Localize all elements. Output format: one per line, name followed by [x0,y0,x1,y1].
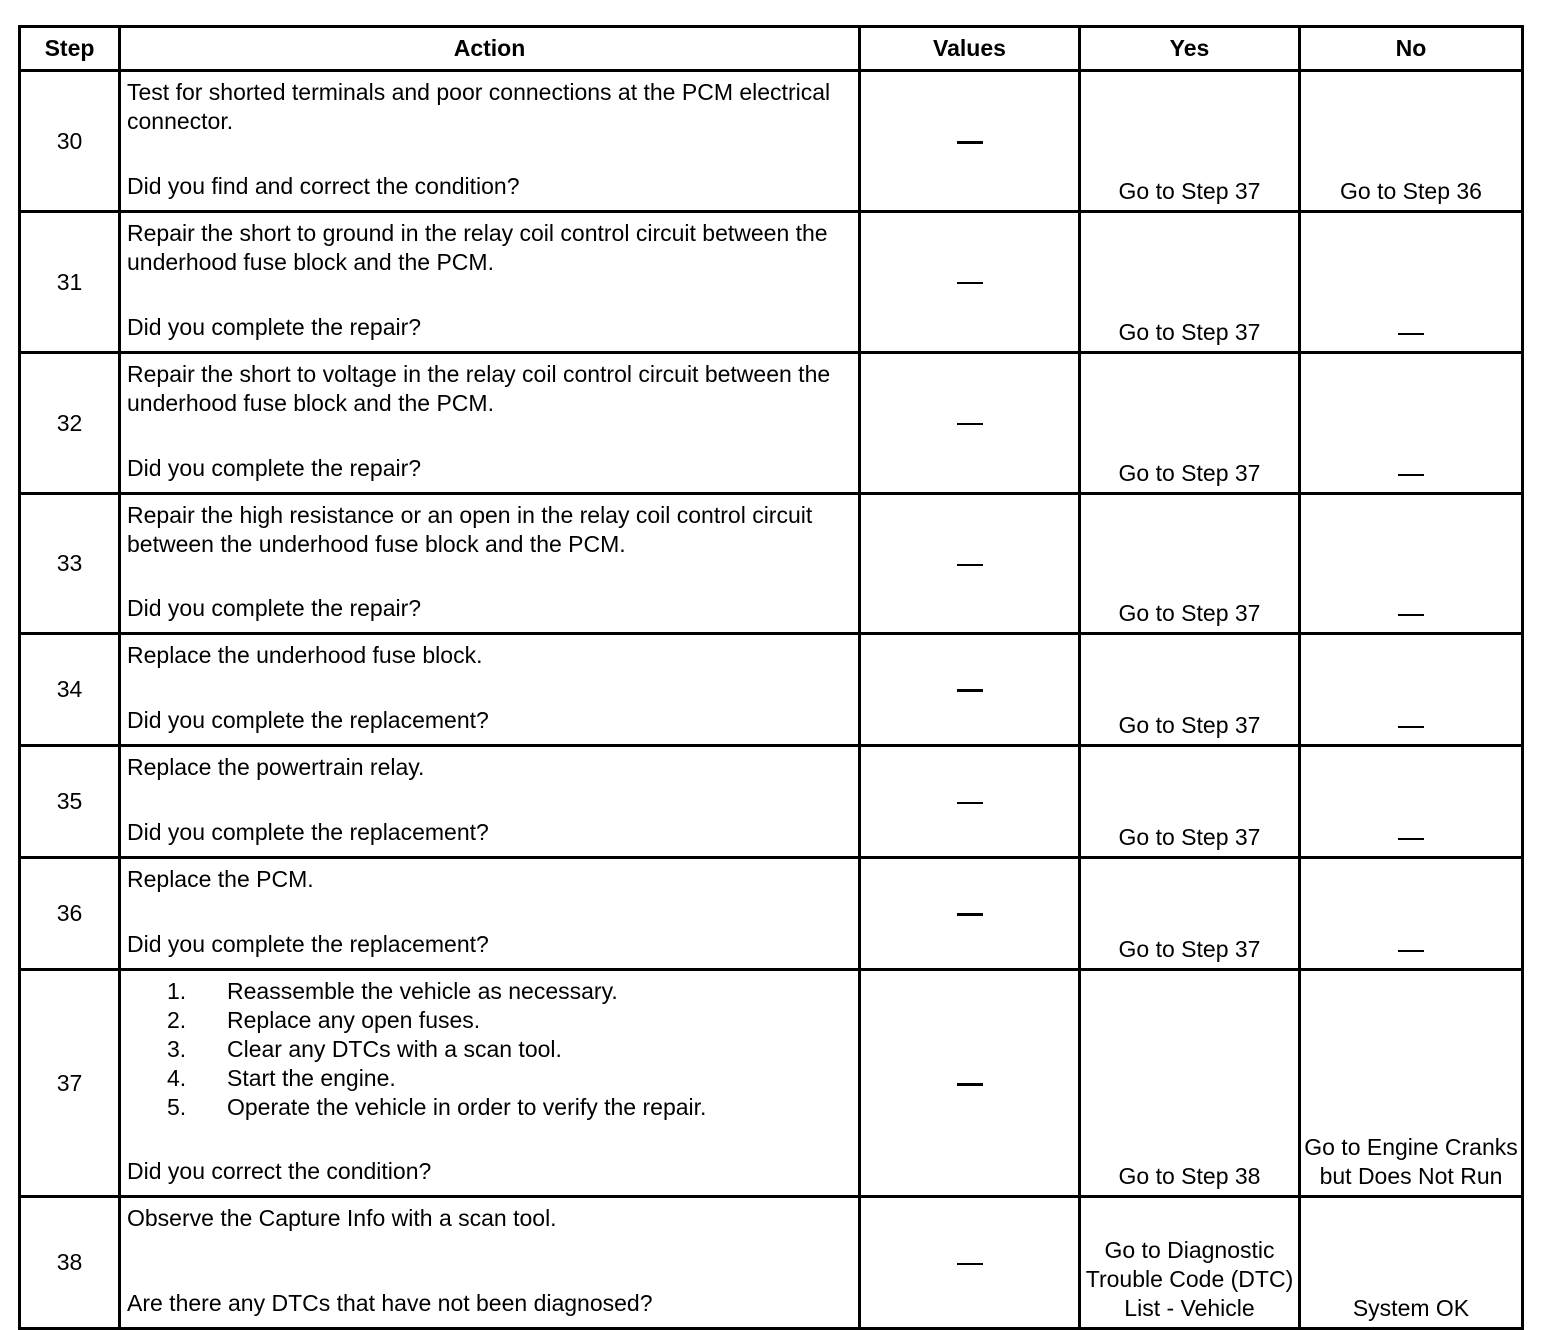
header-no: No [1300,27,1523,71]
diagnostic-table [18,25,1524,1330]
step-cell: 35 [20,746,120,858]
action-content [127,977,850,1186]
table-body [20,71,1523,1329]
yes-cell [1080,746,1300,858]
action-cell [120,746,860,858]
yes-cell [1080,970,1300,1197]
no-dash [1398,474,1424,476]
step-cell: 32 [20,353,120,494]
action-content [127,1204,850,1318]
action-question: Did you complete the replacement? [127,819,489,845]
action-question: Are there any DTCs that have not been diagnosed? [127,1290,653,1316]
action-question: Did you correct the condition? [127,1158,432,1184]
action-text: Replace the powertrain relay. [127,754,425,780]
list-item-text: Clear any DTCs with a scan tool. [227,1036,562,1062]
no-cell [1300,353,1523,494]
action-cell [120,71,860,212]
no-text: System OK [1352,1295,1470,1321]
action-text: Repair the short to ground in the relay coil control circuit between the underhood fuse block and the PCM. [127,220,828,275]
action-question: Did you complete the repair? [127,314,422,340]
table-row [20,746,1523,858]
yes-cell [1080,71,1300,212]
values-dash [957,423,983,425]
no-dash [1398,838,1424,840]
action-steps-list [167,977,850,1122]
table-row [20,212,1523,353]
list-item-text: Start the engine. [227,1065,396,1091]
values-dash [957,689,983,692]
action-content [127,501,850,623]
values-dash [957,802,983,804]
list-item-number: 2. [167,1007,187,1033]
action-content [127,219,850,342]
no-cell [1300,494,1523,634]
values-cell [860,71,1080,212]
action-text: Repair the high resistance or an open in the relay coil control circuit between the underhood fuse block and the PCM. [127,502,813,557]
list-item-text: Replace any open fuses. [227,1007,481,1033]
table-row [20,71,1523,212]
header-yes: Yes [1080,27,1300,71]
table-row [20,858,1523,970]
list-item-number: 1. [167,978,187,1004]
yes-cell [1080,494,1300,634]
values-dash [957,913,983,916]
yes-text: Go to Step 37 [1118,712,1261,738]
action-question: Did you complete the replacement? [127,707,489,733]
action-content [127,360,850,483]
action-text: Replace the PCM. [127,866,314,892]
yes-text: Go to Step 37 [1118,600,1261,626]
action-cell [120,634,860,746]
action-question: Did you complete the repair? [127,455,422,481]
step-cell: 34 [20,634,120,746]
list-item-number: 4. [167,1065,187,1091]
no-text: Go to Engine Cranks but Does Not Run [1304,1134,1518,1189]
yes-cell [1080,212,1300,353]
action-text: Test for shorted terminals and poor connections at the PCM electrical connector. [127,79,831,134]
no-cell [1300,634,1523,746]
list-item-text: Operate the vehicle in order to verify the repair. [227,1094,707,1120]
yes-text: Go to Step 37 [1118,460,1261,486]
header-action: Action [120,27,860,71]
values-cell [860,494,1080,634]
yes-text: Go to Step 37 [1118,824,1261,850]
no-cell [1300,970,1523,1197]
table-row [20,634,1523,746]
no-cell [1300,212,1523,353]
list-item [167,977,850,1006]
list-item [167,1064,850,1093]
no-cell [1300,858,1523,970]
values-cell [860,353,1080,494]
table-row [20,494,1523,634]
values-cell [860,970,1080,1197]
no-dash [1398,333,1424,335]
action-cell [120,212,860,353]
yes-text: Go to Diagnostic Trouble Code (DTC) List - Vehicle [1085,1237,1294,1321]
action-cell [120,1197,860,1329]
table-row [20,353,1523,494]
values-dash [957,1263,983,1265]
values-cell [860,634,1080,746]
action-question: Did you complete the repair? [127,595,422,621]
action-content [127,78,850,201]
action-cell [120,494,860,634]
list-item [167,1035,850,1064]
step-cell: 33 [20,494,120,634]
yes-cell [1080,634,1300,746]
step-cell: 38 [20,1197,120,1329]
step-cell: 36 [20,858,120,970]
action-text: Observe the Capture Info with a scan tool. [127,1205,557,1231]
action-text: Repair the short to voltage in the relay coil control circuit between the underhood fuse block and the PCM. [127,361,831,416]
action-content [127,753,850,847]
no-cell [1300,71,1523,212]
yes-text: Go to Step 38 [1118,1163,1261,1189]
action-content [127,641,850,735]
values-cell [860,746,1080,858]
action-cell [120,970,860,1197]
no-cell [1300,1197,1523,1329]
action-question: Did you complete the replacement? [127,931,489,957]
list-item [167,1093,850,1122]
values-dash [957,564,983,566]
action-question: Did you find and correct the condition? [127,173,520,199]
yes-text: Go to Step 37 [1118,936,1261,962]
table-row [20,970,1523,1197]
no-dash [1398,950,1424,952]
values-dash [957,282,983,284]
values-cell [860,858,1080,970]
yes-cell [1080,858,1300,970]
yes-text: Go to Step 37 [1118,319,1261,345]
action-cell [120,353,860,494]
values-dash [957,1083,983,1086]
header-row [20,27,1523,71]
yes-cell [1080,353,1300,494]
yes-text: Go to Step 37 [1118,178,1261,204]
action-content [127,865,850,959]
header-step: Step [20,27,120,71]
values-dash [957,141,983,144]
list-item-number: 5. [167,1094,187,1120]
no-dash [1398,726,1424,728]
list-item-number: 3. [167,1036,187,1062]
no-text: Go to Step 36 [1340,178,1482,204]
step-cell: 30 [20,71,120,212]
values-cell [860,1197,1080,1329]
list-item-text: Reassemble the vehicle as necessary. [227,978,618,1004]
header-values: Values [860,27,1080,71]
action-cell [120,858,860,970]
list-item [167,1006,850,1035]
yes-cell [1080,1197,1300,1329]
table-row [20,1197,1523,1329]
no-dash [1398,614,1424,616]
values-cell [860,212,1080,353]
step-cell: 37 [20,970,120,1197]
step-cell: 31 [20,212,120,353]
action-text: Replace the underhood fuse block. [127,642,483,668]
no-cell [1300,746,1523,858]
